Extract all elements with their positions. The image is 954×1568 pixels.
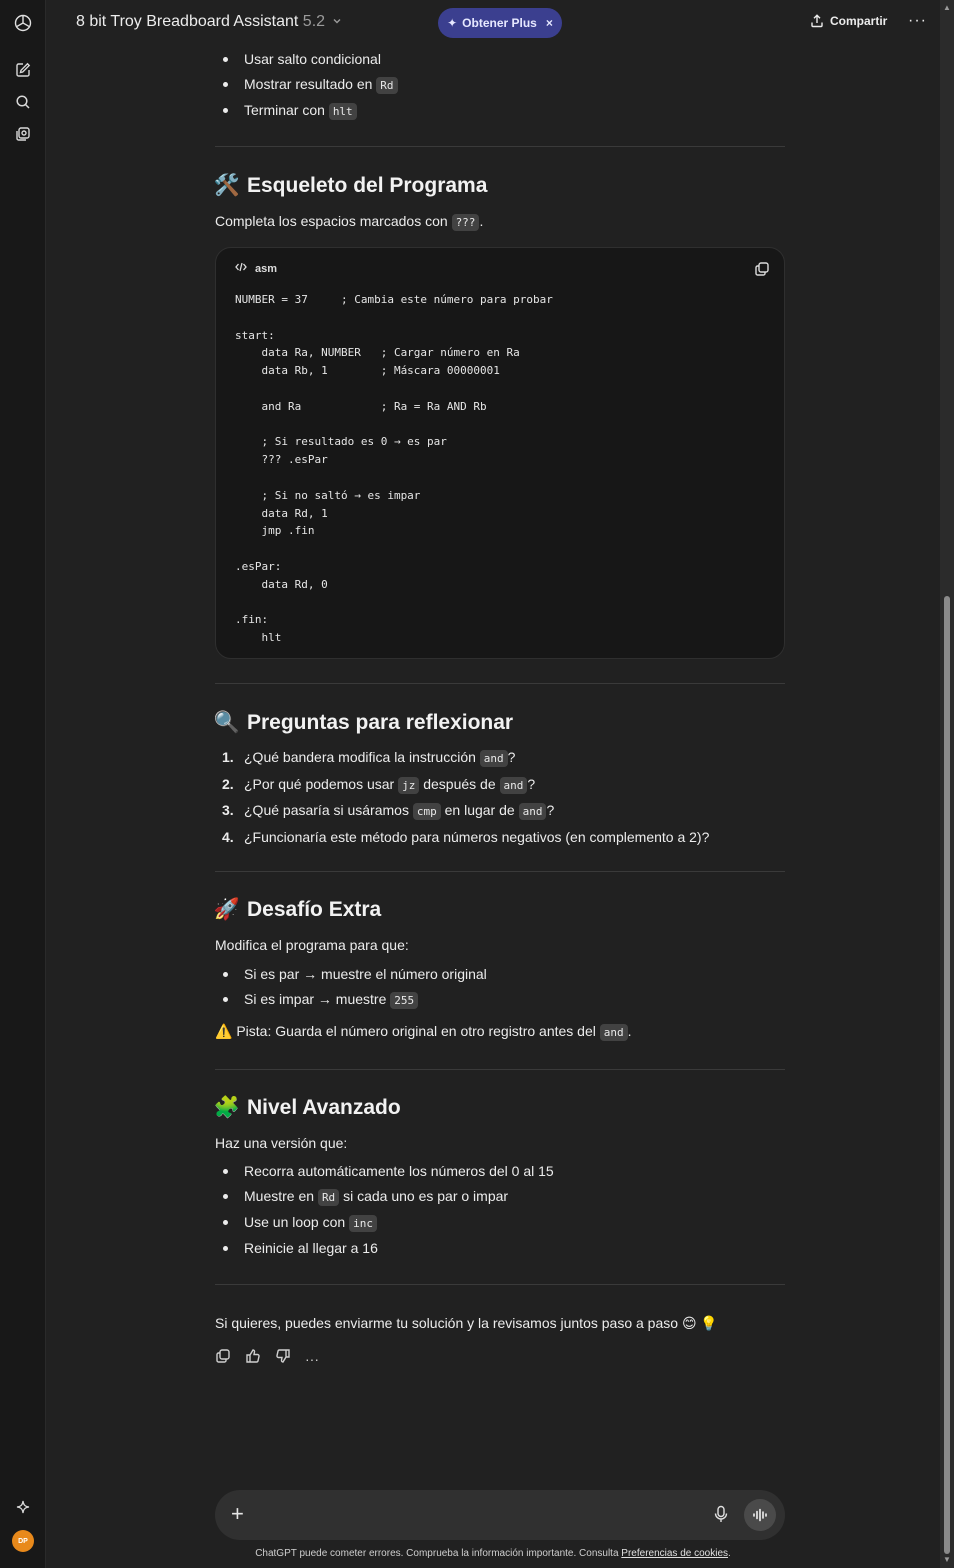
questions-list <box>215 745 785 850</box>
inline-code: and <box>600 1024 628 1041</box>
inline-code: ??? <box>452 214 480 231</box>
code-block <box>215 247 785 659</box>
add-attachment-button[interactable]: + <box>231 1501 244 1526</box>
section-heading-skeleton: 🛠️ Esqueleto del Programa <box>213 174 488 197</box>
list-item: Si es impar → muestre 255 <box>215 987 785 1013</box>
model-version: 5.2 <box>302 13 326 31</box>
scrollbar-thumb[interactable] <box>944 596 950 1554</box>
list-item: Muestre en Rd si cada uno es par o impar <box>215 1184 785 1210</box>
message-actions <box>215 1348 319 1369</box>
inline-code: and <box>480 750 508 767</box>
scrollbar[interactable] <box>940 0 954 1568</box>
model-selector[interactable] <box>76 13 342 31</box>
intro-list <box>215 47 785 124</box>
code-language-label: asm <box>235 262 277 275</box>
sparkle-icon[interactable] <box>13 1497 33 1517</box>
voice-mode-button[interactable] <box>744 1499 776 1531</box>
thumbs-down-icon[interactable] <box>275 1348 291 1369</box>
challenge-list <box>215 962 785 1013</box>
list-item: 2. ¿Por qué podemos usar jz después de and ? <box>222 775 536 792</box>
thumbs-up-icon[interactable] <box>245 1348 261 1369</box>
footer-disclaimer: ChatGPT puede cometer errores. Comprueba la información importante. Consulta Preferencias de cookies. <box>255 1548 731 1559</box>
divider <box>215 1284 785 1285</box>
more-actions-icon[interactable]: ··· <box>305 1350 319 1367</box>
inline-code: Rd <box>318 1189 339 1206</box>
list-item: 3. ¿Qué pasaría si usáramos cmp en lugar de and ? <box>222 802 555 818</box>
advanced-list <box>215 1159 785 1261</box>
closing-text: Si quieres, puedes enviarme tu solución y la revisamos juntos paso a paso 😊 💡 <box>215 1315 718 1331</box>
list-item: Terminar con hlt <box>215 98 785 124</box>
divider <box>215 871 785 872</box>
advanced-intro: Haz una versión que: <box>215 1135 348 1151</box>
inline-code: cmp <box>413 803 441 820</box>
puzzle-icon: 🧩 <box>213 1096 241 1119</box>
inline-code: Rd <box>376 77 397 94</box>
section-heading-challenge: 🚀 Desafío Extra <box>213 898 382 921</box>
tools-icon: 🛠️ <box>213 174 241 197</box>
share-button[interactable] <box>810 14 887 28</box>
new-chat-icon[interactable] <box>13 60 33 80</box>
challenge-hint: ⚠️ Pista: Guarda el número original en otro registro antes del and . <box>215 1023 632 1039</box>
list-item: Mostrar resultado en Rd <box>215 72 785 98</box>
gpt-title: 8 bit Troy Breadboard Assistant <box>76 13 299 31</box>
top-bar <box>46 0 940 46</box>
inline-code: hlt <box>329 103 357 120</box>
sparkle-icon: ✦ <box>447 16 458 30</box>
rocket-icon: 🚀 <box>213 898 241 921</box>
close-icon[interactable]: × <box>545 16 553 30</box>
code-icon <box>235 262 247 275</box>
divider <box>215 146 785 147</box>
copy-icon[interactable] <box>215 1348 231 1369</box>
list-item: 4. ¿Funcionaría este método para números negativos (en complemento a 2)? <box>222 828 710 845</box>
challenge-intro: Modifica el programa para que: <box>215 937 409 953</box>
list-item: Use un loop con inc <box>215 1210 785 1236</box>
chevron-down-icon <box>332 13 342 31</box>
list-item: Reinicie al llegar a 16 <box>215 1236 785 1261</box>
cookie-preferences-link[interactable]: Preferencias de cookies <box>621 1548 729 1559</box>
message-composer[interactable] <box>215 1490 785 1540</box>
share-label: Compartir <box>830 14 888 28</box>
library-icon[interactable] <box>13 124 33 144</box>
get-plus-button[interactable] <box>438 8 562 38</box>
user-avatar[interactable]: DP <box>12 1530 34 1552</box>
chatgpt-logo-icon[interactable] <box>13 13 33 33</box>
microphone-icon[interactable] <box>713 1505 729 1528</box>
warning-icon: ⚠️ <box>215 1023 233 1039</box>
search-icon[interactable] <box>13 92 33 112</box>
code-content: NUMBER = 37 ; Cambia este número para probar start: data Ra, NUMBER ; Cargar número en Ra data Rb, 1 ; Máscara 00000001 and Ra ; Ra = Ra AND Rb ; Si resultado es 0 → es par ??? .esPar ; Si no saltó → es impar data Rd, 1 jmp .fin .esPar: data Rd, 0 .fin: hlt <box>235 293 553 645</box>
inline-code: 255 <box>390 992 418 1009</box>
left-sidebar-rail <box>0 0 46 1568</box>
list-item: 1. ¿Qué bandera modifica la instrucción and ? <box>222 749 516 765</box>
inline-code: and <box>500 777 528 794</box>
list-item: Usar salto condicional <box>215 47 785 72</box>
inline-code: and <box>519 803 547 820</box>
divider <box>215 683 785 684</box>
inline-code: jz <box>398 777 419 794</box>
emoji-face-bulb: 😊 💡 <box>681 1315 718 1331</box>
scroll-down-icon[interactable]: ▼ <box>943 1555 951 1564</box>
scroll-up-icon[interactable]: ▲ <box>943 3 951 12</box>
list-item: Recorra automáticamente los números del 0 al 15 <box>215 1159 785 1184</box>
list-item: Si es par → muestre el número original <box>215 962 785 987</box>
section-heading-questions: 🔍 Preguntas para reflexionar <box>213 711 514 734</box>
section-heading-advanced: 🧩 Nivel Avanzado <box>213 1096 401 1119</box>
divider <box>215 1069 785 1070</box>
copy-code-icon[interactable] <box>754 261 770 282</box>
get-plus-label: Obtener Plus <box>462 16 537 30</box>
share-icon <box>810 14 824 28</box>
inline-code: inc <box>349 1215 377 1232</box>
waveform-icon <box>752 1508 768 1522</box>
skeleton-intro: Completa los espacios marcados con ??? . <box>215 213 484 229</box>
more-options-icon[interactable]: ··· <box>908 12 927 29</box>
magnifier-icon: 🔍 <box>213 711 241 734</box>
